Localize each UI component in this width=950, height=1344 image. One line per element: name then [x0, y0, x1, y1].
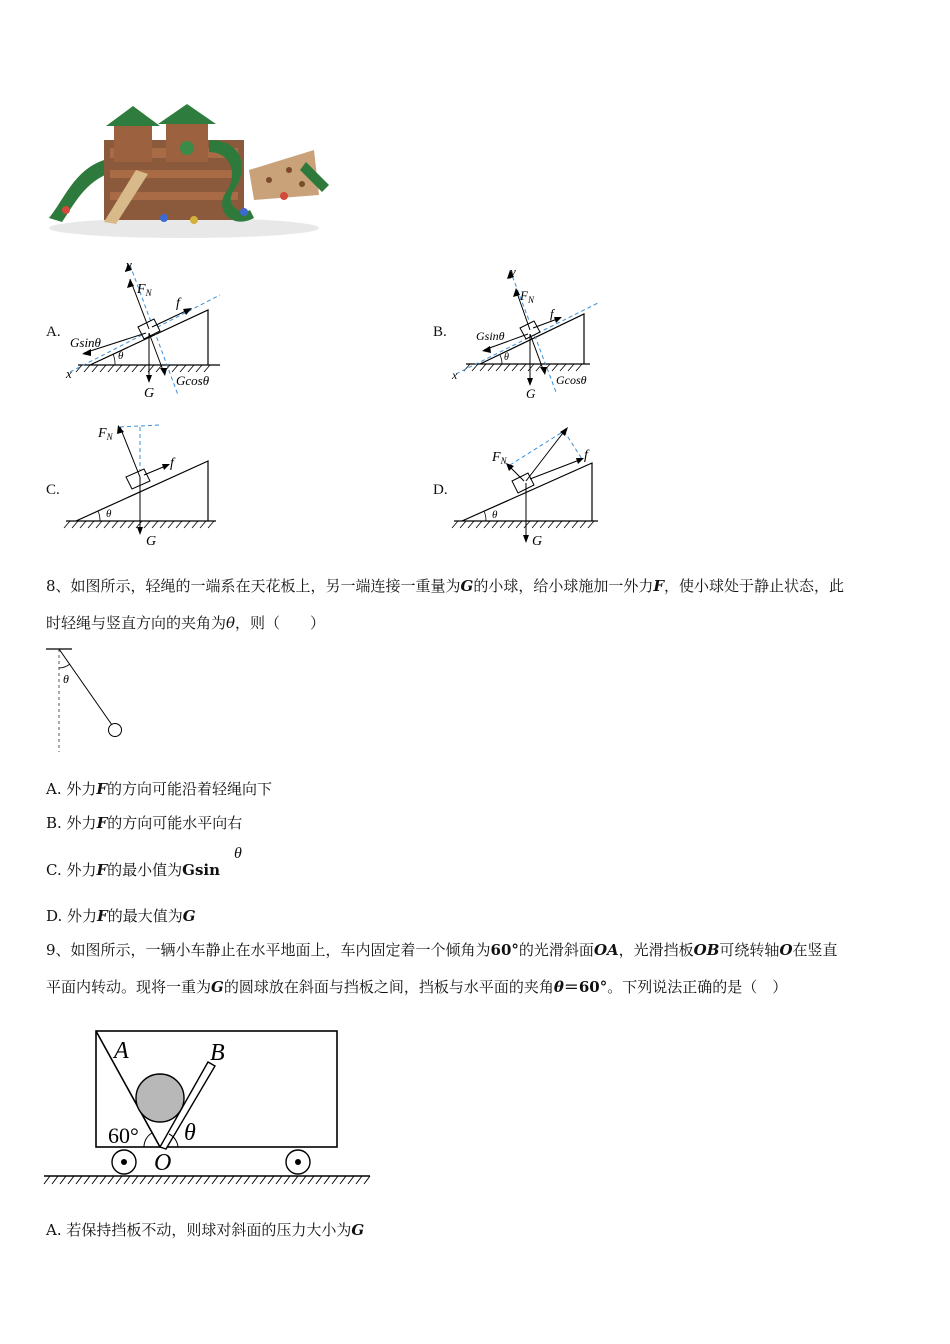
gcos-label: Gcosθ: [556, 373, 587, 387]
normal-force-subscript: N: [527, 295, 534, 305]
y-axis-label: y: [510, 264, 516, 279]
normal-force-label: F: [98, 426, 107, 441]
normal-force-subscript: N: [106, 432, 113, 442]
theta-label: θ: [118, 350, 124, 362]
svg-text:FN: [136, 282, 153, 298]
y-axis-label: y: [126, 257, 132, 272]
svg-text:FN: [519, 288, 535, 305]
gravity-label: G: [144, 386, 155, 400]
normal-force-label: F: [492, 450, 501, 465]
friction-label: f: [584, 448, 588, 463]
friction-label: f: [170, 456, 174, 471]
label-o: O: [154, 1150, 172, 1176]
diagram-c: [60, 415, 230, 555]
q8-option-a: A. 外力F的方向可能沿着轻绳向下: [46, 780, 273, 798]
q8-option-b: B. 外力F的方向可能水平向右: [46, 814, 243, 832]
normal-force-label: F: [137, 282, 146, 297]
label-a: A: [114, 1038, 129, 1064]
theta-label: θ: [63, 672, 69, 686]
gravity-label: G: [532, 534, 543, 549]
label-b: B: [210, 1040, 225, 1066]
option-c-label: C.: [46, 482, 60, 498]
friction-label: f: [550, 306, 554, 321]
q9-stem-line2: 平面内转动。现将一重为G的圆球放在斜面与挡板之间，挡板与水平面的夹角θ＝60°。下列说法正确的是（ ）: [46, 978, 788, 996]
q9-option-a: A. 若保持挡板不动，则球对斜面的压力大小为G: [46, 1221, 365, 1239]
label-60-degrees: 60°: [108, 1123, 139, 1148]
q8-option-c: C. 外力F的最小值为Gsin: [46, 861, 221, 879]
theta-label: θ: [504, 352, 509, 363]
svg-text:FN: [491, 450, 508, 466]
q8-option-c-theta: θ: [234, 845, 242, 862]
pendulum-figure: [44, 646, 134, 756]
q9-stem-line1: 9、如图所示，一辆小车静止在水平地面上，车内固定着一个倾角为60°的光滑斜面OA，光滑挡板OB可绕转轴O在竖直: [46, 941, 838, 959]
theta-label: θ: [492, 509, 498, 521]
svg-text:FN: [97, 426, 114, 442]
x-axis-label: x: [66, 366, 72, 381]
gravity-label: G: [526, 386, 536, 401]
friction-label: f: [176, 296, 180, 311]
option-d-label: D.: [433, 482, 448, 498]
gsin-label: Gsinθ: [70, 335, 101, 350]
gcos-label: Gcosθ: [176, 373, 210, 388]
q8-stem-line2: 时轻绳与竖直方向的夹角为θ，则（ ）: [46, 614, 326, 632]
normal-force-subscript: N: [500, 456, 507, 466]
label-theta: θ: [184, 1120, 196, 1146]
q8-stem-line1: 8、如图所示，轻绳的一端系在天花板上，另一端连接一重量为G的小球，给小球施加一外力F，使小球处于静止状态，此: [46, 577, 845, 595]
playground-image: [44, 100, 329, 245]
normal-force-subscript: N: [145, 288, 152, 298]
option-b-label: B.: [433, 324, 447, 340]
diagram-b: [448, 262, 618, 402]
x-axis-label: x: [452, 368, 458, 382]
theta-label: θ: [106, 508, 112, 520]
normal-force-label: F: [520, 288, 528, 303]
diagram-d: [448, 415, 618, 555]
diagram-a: [60, 255, 230, 400]
q8-option-d: D. 外力F的最大值为G: [46, 907, 196, 925]
gsin-label: Gsinθ: [476, 329, 505, 343]
option-a-label: A.: [46, 324, 61, 340]
gravity-label: G: [146, 534, 157, 549]
cart-figure: [42, 1026, 374, 1192]
